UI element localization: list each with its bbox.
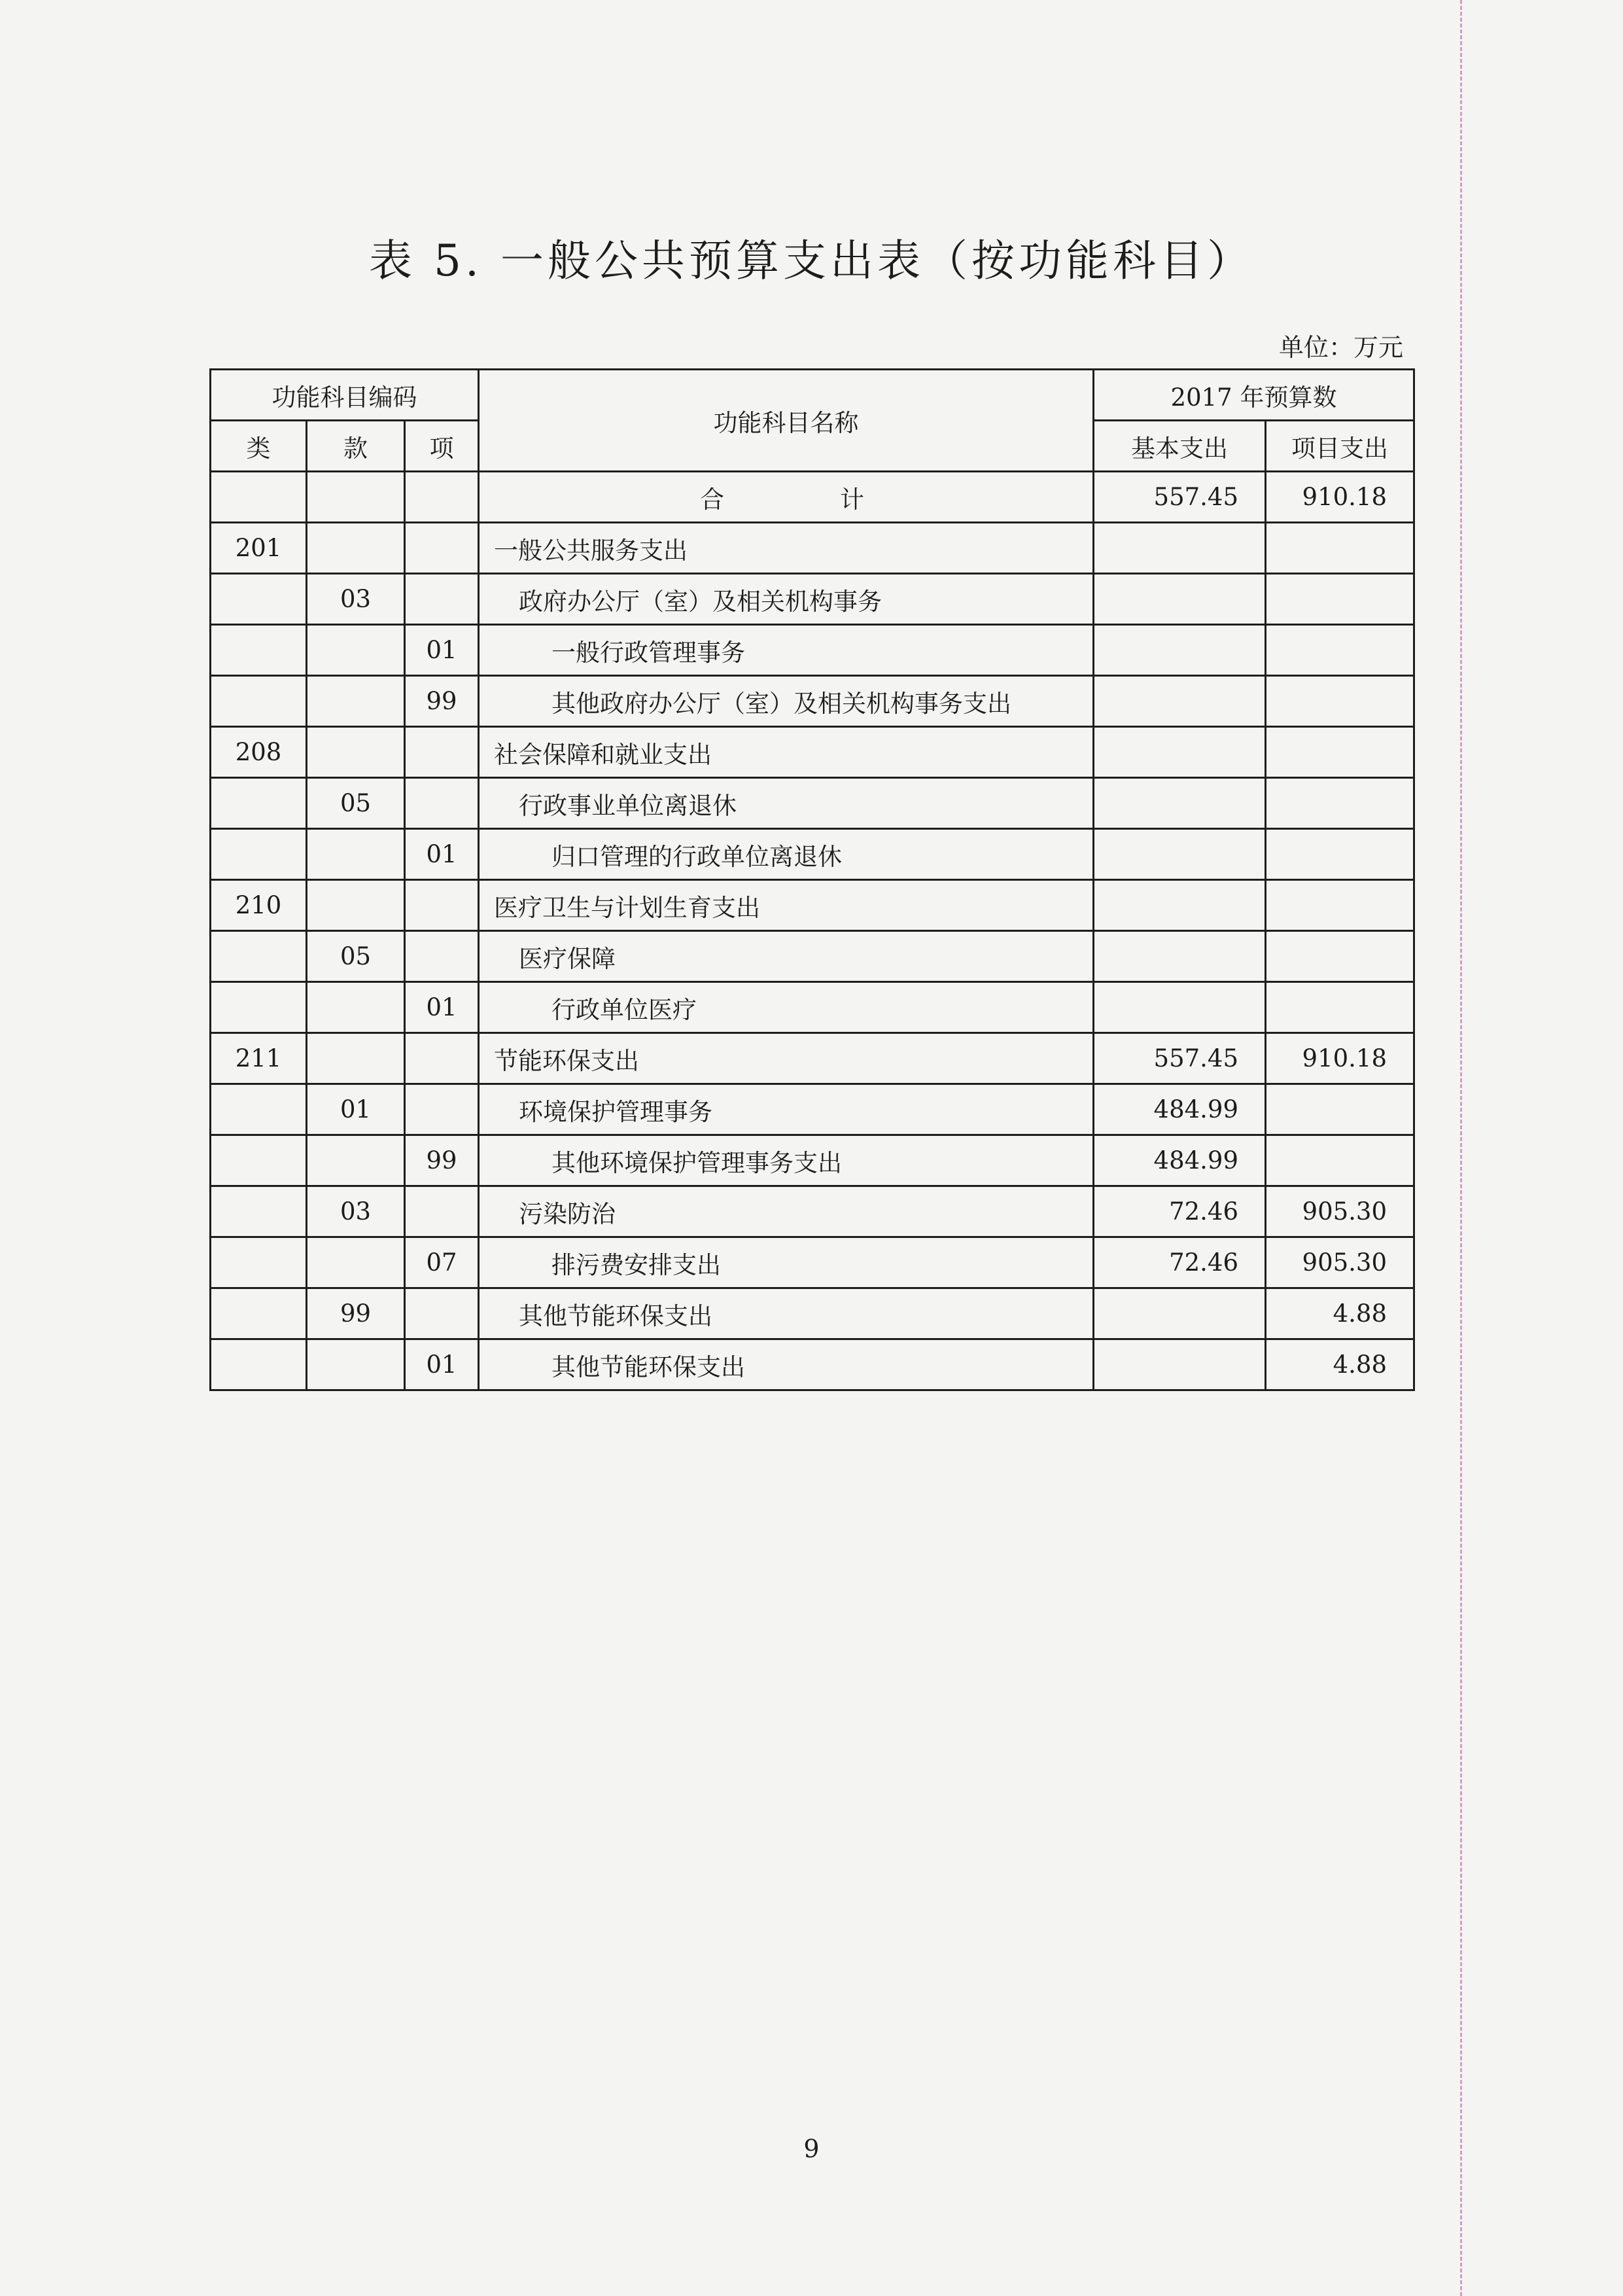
cell-name: 节能环保支出: [479, 1033, 1094, 1084]
cell-kuan: 03: [307, 1186, 405, 1237]
cell-name: 其他环境保护管理事务支出: [479, 1135, 1094, 1186]
cell-project: [1266, 931, 1414, 982]
table-row: [211, 1288, 1414, 1339]
cell-kuan: [307, 1033, 405, 1084]
header-code-group: 功能科目编码: [211, 370, 479, 421]
cell-xiang: 01: [405, 982, 479, 1033]
cell-kuan: 05: [307, 778, 405, 829]
cell-basic: 484.99: [1094, 1084, 1266, 1135]
cell-project: [1266, 778, 1414, 829]
page-number: 9: [803, 2134, 820, 2163]
cell-basic: [1094, 523, 1266, 574]
cell-basic: [1094, 1288, 1266, 1339]
cell-xiang: 07: [405, 1237, 479, 1288]
header-lei: 类: [211, 421, 307, 472]
cell-lei: [211, 1084, 307, 1135]
cell-kuan: [307, 1237, 405, 1288]
cell-name: 归口管理的行政单位离退休: [479, 829, 1094, 880]
cell-lei: 210: [211, 880, 307, 931]
cell-project: [1266, 880, 1414, 931]
cell-basic: 72.46: [1094, 1237, 1266, 1288]
cell-xiang: [405, 1033, 479, 1084]
cell-basic: [1094, 778, 1266, 829]
header-xiang: 项: [405, 421, 479, 472]
table-row: [211, 1339, 1414, 1390]
cell-name: 行政单位医疗: [479, 982, 1094, 1033]
cell-project: [1266, 574, 1414, 625]
cell-lei: [211, 931, 307, 982]
cell-kuan: 99: [307, 1288, 405, 1339]
header-kuan: 款: [307, 421, 405, 472]
cell-kuan: [307, 1135, 405, 1186]
cell-project: [1266, 982, 1414, 1033]
table-row: [211, 829, 1414, 880]
cell-kuan: 05: [307, 931, 405, 982]
cell-name: 排污费安排支出: [479, 1237, 1094, 1288]
cell-name: 医疗卫生与计划生育支出: [479, 880, 1094, 931]
cell-xiang: 01: [405, 1339, 479, 1390]
cell-xiang: 01: [405, 829, 479, 880]
cell-lei: [211, 1135, 307, 1186]
table-row: [211, 931, 1414, 982]
cell-xiang: [405, 1186, 479, 1237]
cell-xiang: 99: [405, 676, 479, 727]
header-basic: 基本支出: [1094, 421, 1266, 472]
cell-xiang: [405, 778, 479, 829]
cell-xiang: [405, 523, 479, 574]
cell-project: 910.18: [1266, 472, 1414, 523]
cell-basic: [1094, 880, 1266, 931]
cell-kuan: [307, 676, 405, 727]
cell-kuan: [307, 829, 405, 880]
cell-lei: [211, 625, 307, 676]
cell-basic: [1094, 982, 1266, 1033]
cell-project: [1266, 727, 1414, 778]
cell-name: 一般行政管理事务: [479, 625, 1094, 676]
cell-xiang: [405, 727, 479, 778]
cell-name: 其他政府办公厅（室）及相关机构事务支出: [479, 676, 1094, 727]
unit-label: 单位：万元: [1278, 333, 1403, 362]
cell-project: [1266, 523, 1414, 574]
cell-basic: [1094, 829, 1266, 880]
cell-kuan: 03: [307, 574, 405, 625]
table-row: [211, 625, 1414, 676]
table-row: [211, 727, 1414, 778]
cell-name: 其他节能环保支出: [479, 1339, 1094, 1390]
cell-xiang: [405, 1084, 479, 1135]
table-row: [211, 778, 1414, 829]
cell-kuan: [307, 727, 405, 778]
cell-basic: [1094, 1339, 1266, 1390]
cell-lei: [211, 829, 307, 880]
cell-name: 环境保护管理事务: [479, 1084, 1094, 1135]
cell-lei: [211, 778, 307, 829]
cell-name: 行政事业单位离退休: [479, 778, 1094, 829]
cell-kuan: [307, 625, 405, 676]
cell-project: [1266, 829, 1414, 880]
header-project: 项目支出: [1266, 421, 1414, 472]
cell-lei: 201: [211, 523, 307, 574]
cell-project: 905.30: [1266, 1237, 1414, 1288]
cell-name: 医疗保障: [479, 931, 1094, 982]
cell-name: 政府办公厅（室）及相关机构事务: [479, 574, 1094, 625]
cell-lei: 211: [211, 1033, 307, 1084]
table-row: [211, 574, 1414, 625]
cell-basic: 557.45: [1094, 1033, 1266, 1084]
cell-lei: [211, 1339, 307, 1390]
cell-xiang: 01: [405, 625, 479, 676]
table-row: [211, 880, 1414, 931]
table-row: [211, 1237, 1414, 1288]
cell-basic: 72.46: [1094, 1186, 1266, 1237]
cell-basic: [1094, 931, 1266, 982]
cell-lei: [211, 1288, 307, 1339]
cell-project: [1266, 625, 1414, 676]
cell-name: 其他节能环保支出: [479, 1288, 1094, 1339]
cell-project: [1266, 676, 1414, 727]
cell-project: 4.88: [1266, 1339, 1414, 1390]
cell-basic: [1094, 727, 1266, 778]
cell-project: 910.18: [1266, 1033, 1414, 1084]
table-row: [211, 982, 1414, 1033]
cell-xiang: [405, 931, 479, 982]
cell-project: 4.88: [1266, 1288, 1414, 1339]
header-budget-group: 2017 年预算数: [1094, 370, 1414, 421]
table-title: 表 5. 一般公共预算支出表（按功能科目）: [369, 236, 1254, 286]
cell-name: 社会保障和就业支出: [479, 727, 1094, 778]
cell-basic: [1094, 676, 1266, 727]
cell-lei: [211, 982, 307, 1033]
cell-xiang: 99: [405, 1135, 479, 1186]
table-row: [211, 1084, 1414, 1135]
table-row: [211, 1033, 1414, 1084]
header-name: 功能科目名称: [479, 370, 1094, 472]
budget-table: [209, 368, 1415, 1391]
cell-project: [1266, 1135, 1414, 1186]
cell-name: 污染防治: [479, 1186, 1094, 1237]
cell-kuan: [307, 523, 405, 574]
total-row: [211, 472, 1414, 523]
cell-lei: [211, 676, 307, 727]
cell-project: 905.30: [1266, 1186, 1414, 1237]
cell-name: 一般公共服务支出: [479, 523, 1094, 574]
table-body: [211, 472, 1414, 1390]
header-row-1: [211, 370, 1414, 421]
cell-project: [1266, 1084, 1414, 1135]
cell-kuan: 01: [307, 1084, 405, 1135]
page-margin-line: [1460, 0, 1462, 2296]
cell-kuan: [307, 880, 405, 931]
cell-basic: 484.99: [1094, 1135, 1266, 1186]
cell-xiang: [405, 574, 479, 625]
cell-lei: [211, 574, 307, 625]
table-row: [211, 523, 1414, 574]
cell-basic: 557.45: [1094, 472, 1266, 523]
cell-xiang: [405, 1288, 479, 1339]
cell-lei: 208: [211, 727, 307, 778]
cell-lei: [211, 472, 307, 523]
cell-kuan: [307, 1339, 405, 1390]
table-row: [211, 1135, 1414, 1186]
table-row: [211, 1186, 1414, 1237]
cell-basic: [1094, 574, 1266, 625]
cell-lei: [211, 1186, 307, 1237]
cell-kuan: [307, 472, 405, 523]
cell-xiang: [405, 472, 479, 523]
cell-name: 合 计: [479, 472, 1094, 523]
cell-basic: [1094, 625, 1266, 676]
cell-lei: [211, 1237, 307, 1288]
table-row: [211, 676, 1414, 727]
cell-kuan: [307, 982, 405, 1033]
cell-xiang: [405, 880, 479, 931]
